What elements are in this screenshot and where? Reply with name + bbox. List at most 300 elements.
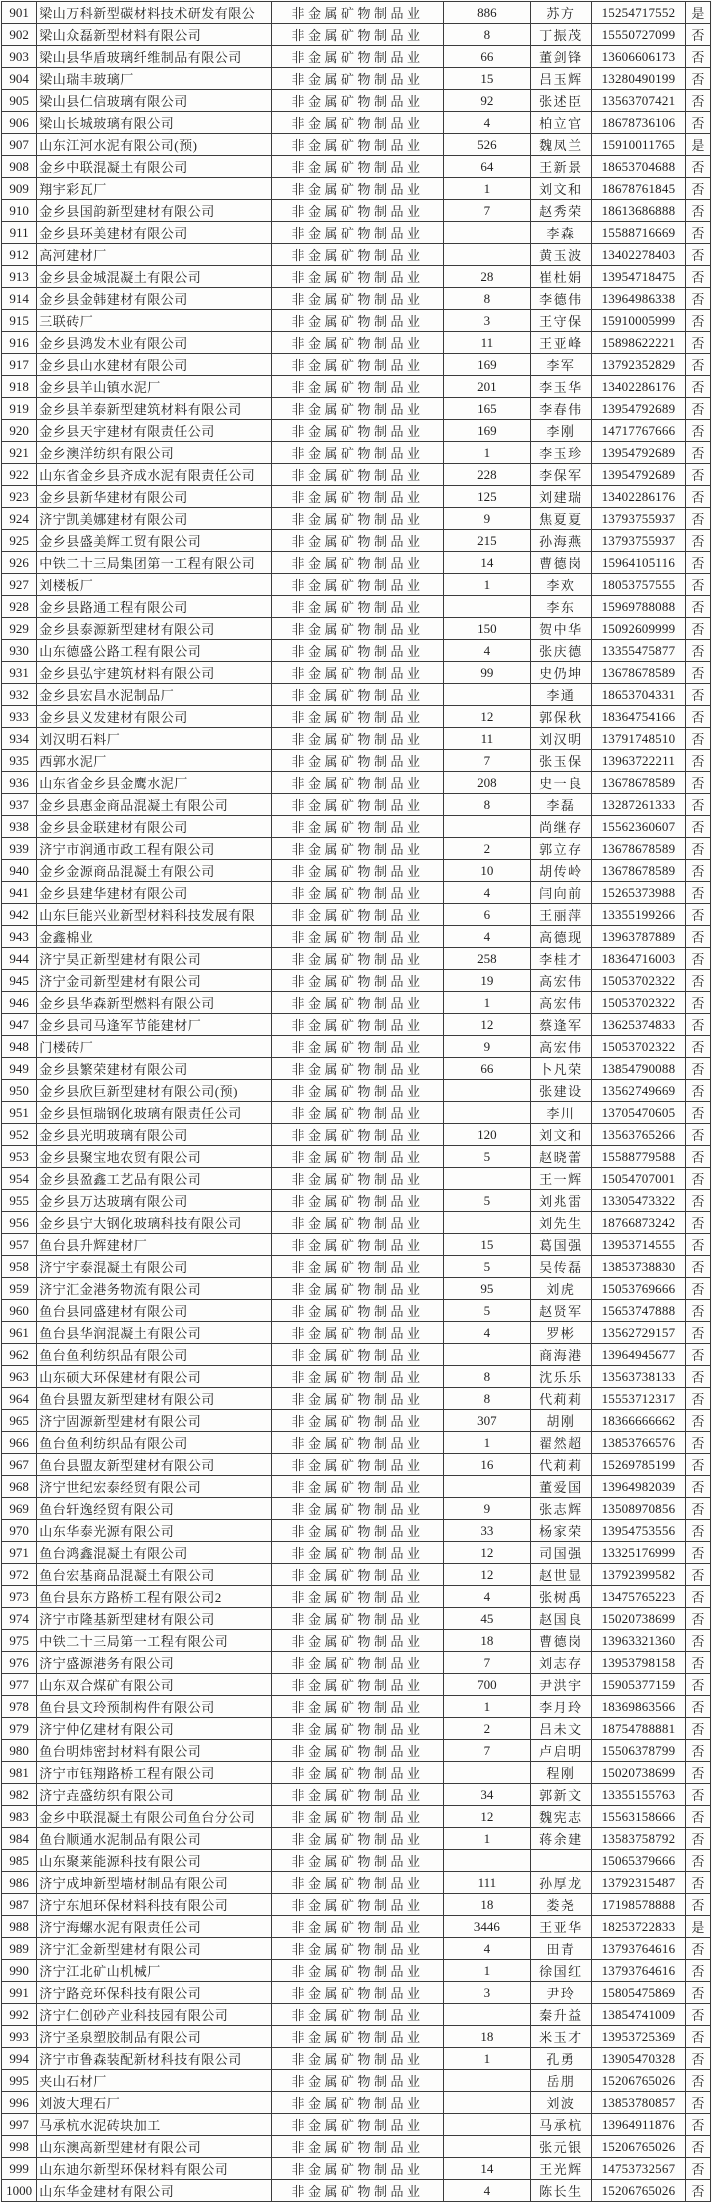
industry-label: 非金属矿物制品业 <box>271 1278 443 1300</box>
table-row <box>2 1014 711 1036</box>
table-row <box>2 860 711 882</box>
contact-name: 魏宪志 <box>530 1806 591 1828</box>
company-name: 梁山众磊新型材料有限公司 <box>37 24 272 46</box>
row-number: 905 <box>2 90 37 112</box>
employee-count: 19 <box>444 970 531 992</box>
flag-cell: 否 <box>685 1740 710 1762</box>
employee-count: 7 <box>444 750 531 772</box>
row-number: 903 <box>2 46 37 68</box>
company-name: 金乡中联混凝土有限公司 <box>37 156 272 178</box>
table-row <box>2 2004 711 2026</box>
table-row <box>2 1410 711 1432</box>
company-name: 高河建材厂 <box>37 244 272 266</box>
contact-name: 刘汉明 <box>530 728 591 750</box>
industry-label: 非金属矿物制品业 <box>271 1718 443 1740</box>
industry-label: 非金属矿物制品业 <box>271 244 443 266</box>
employee-count: 18 <box>444 1630 531 1652</box>
employee-count: 18 <box>444 2026 531 2048</box>
employee-count: 165 <box>444 398 531 420</box>
contact-name: 刘建瑞 <box>530 486 591 508</box>
company-name: 鱼台轩逸经贸有限公司 <box>37 1498 272 1520</box>
employee-count: 4 <box>444 640 531 662</box>
flag-cell: 否 <box>685 1432 710 1454</box>
contact-name: 程刚 <box>530 1762 591 1784</box>
flag-cell: 否 <box>685 46 710 68</box>
flag-cell: 否 <box>685 1498 710 1520</box>
contact-name: 张庆德 <box>530 640 591 662</box>
employee-count: 3 <box>444 310 531 332</box>
employee-count: 33 <box>444 1520 531 1542</box>
industry-label: 非金属矿物制品业 <box>271 1520 443 1542</box>
employee-count: 169 <box>444 354 531 376</box>
company-name: 金乡县山水建材有限公司 <box>37 354 272 376</box>
row-number: 921 <box>2 442 37 464</box>
employee-count: 9 <box>444 1036 531 1058</box>
phone-number: 15020738699 <box>592 1762 686 1784</box>
flag-cell: 否 <box>685 2136 710 2158</box>
row-number: 920 <box>2 420 37 442</box>
company-name: 济宁市钰翔路桥工程有限公司 <box>37 1762 272 1784</box>
table-row <box>2 2092 711 2114</box>
flag-cell: 否 <box>685 332 710 354</box>
employee-count: 1 <box>444 178 531 200</box>
contact-name: 孙海燕 <box>530 530 591 552</box>
table-row <box>2 1344 711 1366</box>
phone-number: 15206765026 <box>592 2180 686 2202</box>
table-row <box>2 992 711 1014</box>
flag-cell: 否 <box>685 684 710 706</box>
row-number: 958 <box>2 1256 37 1278</box>
company-name: 三联砖厂 <box>37 310 272 332</box>
phone-number: 13954792689 <box>592 442 686 464</box>
flag-cell: 否 <box>685 1256 710 1278</box>
company-name: 济宁圣泉塑胶制品有限公司 <box>37 2026 272 2048</box>
row-number: 977 <box>2 1674 37 1696</box>
table-row <box>2 1080 711 1102</box>
industry-label: 非金属矿物制品业 <box>271 904 443 926</box>
industry-label: 非金属矿物制品业 <box>271 1872 443 1894</box>
flag-cell: 否 <box>685 728 710 750</box>
industry-label: 非金属矿物制品业 <box>271 794 443 816</box>
table-row <box>2 2 711 24</box>
contact-name: 赵秀荣 <box>530 200 591 222</box>
flag-cell: 否 <box>685 970 710 992</box>
industry-label: 非金属矿物制品业 <box>271 2180 443 2202</box>
flag-cell: 否 <box>685 1234 710 1256</box>
phone-number: 13625374833 <box>592 1014 686 1036</box>
contact-name: 崔杜娟 <box>530 266 591 288</box>
row-number: 928 <box>2 596 37 618</box>
row-number: 915 <box>2 310 37 332</box>
flag-cell: 是 <box>685 1916 710 1938</box>
row-number: 971 <box>2 1542 37 1564</box>
flag-cell: 否 <box>685 992 710 1014</box>
flag-cell: 否 <box>685 2114 710 2136</box>
row-number: 984 <box>2 1828 37 1850</box>
company-name: 刘楼板厂 <box>37 574 272 596</box>
table-row <box>2 508 711 530</box>
contact-name: 李川 <box>530 1102 591 1124</box>
industry-label: 非金属矿物制品业 <box>271 1652 443 1674</box>
flag-cell: 否 <box>685 1982 710 2004</box>
phone-number: 18364754166 <box>592 706 686 728</box>
row-number: 948 <box>2 1036 37 1058</box>
phone-number: 15910011765 <box>592 134 686 156</box>
table-row <box>2 442 711 464</box>
employee-count: 1 <box>444 1432 531 1454</box>
industry-label: 非金属矿物制品业 <box>271 1828 443 1850</box>
table-row <box>2 310 711 332</box>
phone-number: 13792352829 <box>592 354 686 376</box>
phone-number: 13402286176 <box>592 486 686 508</box>
table-row <box>2 684 711 706</box>
phone-number: 13853738830 <box>592 1256 686 1278</box>
contact-name: 郭立存 <box>530 838 591 860</box>
phone-number: 13793755937 <box>592 508 686 530</box>
industry-label: 非金属矿物制品业 <box>271 332 443 354</box>
company-name: 金鑫棉业 <box>37 926 272 948</box>
phone-number: 13954753556 <box>592 1520 686 1542</box>
contact-name: 董剑锋 <box>530 46 591 68</box>
row-number: 936 <box>2 772 37 794</box>
row-number: 975 <box>2 1630 37 1652</box>
row-number: 911 <box>2 222 37 244</box>
company-name: 鱼台宏基商品混凝土有限公司 <box>37 1564 272 1586</box>
table-row <box>2 1938 711 1960</box>
phone-number: 18253722833 <box>592 1916 686 1938</box>
flag-cell: 否 <box>685 1652 710 1674</box>
flag-cell: 否 <box>685 2048 710 2070</box>
row-number: 959 <box>2 1278 37 1300</box>
contact-name: 王一辉 <box>530 1168 591 1190</box>
company-name: 济宁凯美娜建材有限公司 <box>37 508 272 530</box>
employee-count: 1 <box>444 442 531 464</box>
row-number: 939 <box>2 838 37 860</box>
contact-name: 秦升益 <box>530 2004 591 2026</box>
company-name: 西郭水泥厂 <box>37 750 272 772</box>
industry-label: 非金属矿物制品业 <box>271 1366 443 1388</box>
flag-cell: 否 <box>685 1630 710 1652</box>
row-number: 922 <box>2 464 37 486</box>
flag-cell: 是 <box>685 2 710 24</box>
phone-number: 15910005999 <box>592 310 686 332</box>
contact-name: 魏凤兰 <box>530 134 591 156</box>
company-name: 金乡县泰源新型建材有限公司 <box>37 618 272 640</box>
company-name: 金乡澳洋纺织有限公司 <box>37 442 272 464</box>
flag-cell: 否 <box>685 1146 710 1168</box>
row-number: 946 <box>2 992 37 1014</box>
industry-label: 非金属矿物制品业 <box>271 1476 443 1498</box>
employee-count <box>444 596 531 618</box>
row-number: 997 <box>2 2114 37 2136</box>
row-number: 968 <box>2 1476 37 1498</box>
industry-label: 非金属矿物制品业 <box>271 420 443 442</box>
table-row <box>2 24 711 46</box>
contact-name: 赵晓蕾 <box>530 1146 591 1168</box>
industry-label: 非金属矿物制品业 <box>271 1674 443 1696</box>
row-number: 980 <box>2 1740 37 1762</box>
row-number: 925 <box>2 530 37 552</box>
row-number: 902 <box>2 24 37 46</box>
industry-label: 非金属矿物制品业 <box>271 1894 443 1916</box>
row-number: 910 <box>2 200 37 222</box>
contact-name: 商海港 <box>530 1344 591 1366</box>
table-row <box>2 838 711 860</box>
phone-number: 13705470605 <box>592 1102 686 1124</box>
table-row <box>2 750 711 772</box>
employee-count: 8 <box>444 1366 531 1388</box>
industry-label: 非金属矿物制品业 <box>271 398 443 420</box>
phone-number: 13964986338 <box>592 288 686 310</box>
table-row <box>2 1212 711 1234</box>
table-row <box>2 1520 711 1542</box>
industry-label: 非金属矿物制品业 <box>271 2 443 24</box>
employee-count: 16 <box>444 1454 531 1476</box>
phone-number: 13678678589 <box>592 772 686 794</box>
contact-name: 李欢 <box>530 574 591 596</box>
table-row <box>2 2180 711 2202</box>
contact-name: 李春伟 <box>530 398 591 420</box>
flag-cell: 否 <box>685 816 710 838</box>
company-name: 金乡县欣巨新型建材有限公司(预) <box>37 1080 272 1102</box>
contact-name: 柏立官 <box>530 112 591 134</box>
phone-number: 13355475877 <box>592 640 686 662</box>
row-number: 994 <box>2 2048 37 2070</box>
row-number: 913 <box>2 266 37 288</box>
flag-cell: 否 <box>685 398 710 420</box>
contact-name: 李月玲 <box>530 1696 591 1718</box>
table-row <box>2 354 711 376</box>
table-row <box>2 1762 711 1784</box>
row-number: 942 <box>2 904 37 926</box>
flag-cell: 否 <box>685 200 710 222</box>
flag-cell: 否 <box>685 706 710 728</box>
company-name: 山东双合煤矿有限公司 <box>37 1674 272 1696</box>
table-row <box>2 1696 711 1718</box>
row-number: 966 <box>2 1432 37 1454</box>
flag-cell: 否 <box>685 1542 710 1564</box>
row-number: 918 <box>2 376 37 398</box>
phone-number: 14717767666 <box>592 420 686 442</box>
phone-number: 13562729157 <box>592 1322 686 1344</box>
table-row <box>2 1454 711 1476</box>
table-row <box>2 596 711 618</box>
contact-name: 张元银 <box>530 2136 591 2158</box>
company-name: 金乡县新华建材有限公司 <box>37 486 272 508</box>
table-row <box>2 1740 711 1762</box>
industry-label: 非金属矿物制品业 <box>271 728 443 750</box>
employee-count: 169 <box>444 420 531 442</box>
table-row <box>2 1960 711 1982</box>
contact-name: 张志辉 <box>530 1498 591 1520</box>
flag-cell: 否 <box>685 1696 710 1718</box>
contact-name: 曹德岗 <box>530 552 591 574</box>
contact-name: 徐国红 <box>530 1960 591 1982</box>
company-name: 金乡县盈鑫工艺品有限公司 <box>37 1168 272 1190</box>
flag-cell: 否 <box>685 486 710 508</box>
industry-label: 非金属矿物制品业 <box>271 376 443 398</box>
table-row <box>2 1850 711 1872</box>
phone-number: 13562749669 <box>592 1080 686 1102</box>
contact-name: 卜凡荣 <box>530 1058 591 1080</box>
contact-name: 尚继存 <box>530 816 591 838</box>
phone-number: 13963321360 <box>592 1630 686 1652</box>
company-name: 翔宇彩瓦厂 <box>37 178 272 200</box>
flag-cell: 否 <box>685 1718 710 1740</box>
employee-count: 7 <box>444 200 531 222</box>
industry-label: 非金属矿物制品业 <box>271 1300 443 1322</box>
phone-number: 13963787889 <box>592 926 686 948</box>
company-name: 金乡县义发建材有限公司 <box>37 706 272 728</box>
table-row <box>2 1674 711 1696</box>
industry-label: 非金属矿物制品业 <box>271 1740 443 1762</box>
table-row <box>2 90 711 112</box>
company-name: 金乡县光明玻璃有限公司 <box>37 1124 272 1146</box>
phone-number: 15588779588 <box>592 1146 686 1168</box>
company-name: 门楼砖厂 <box>37 1036 272 1058</box>
company-name: 金乡县天宇建材有限责任公司 <box>37 420 272 442</box>
table-row <box>2 1102 711 1124</box>
row-number: 991 <box>2 1982 37 2004</box>
phone-number: 13854741009 <box>592 2004 686 2026</box>
phone-number: 18613686888 <box>592 200 686 222</box>
flag-cell: 否 <box>685 24 710 46</box>
table-row <box>2 662 711 684</box>
flag-cell: 否 <box>685 90 710 112</box>
row-number: 962 <box>2 1344 37 1366</box>
employee-count <box>444 244 531 266</box>
phone-number: 13963722211 <box>592 750 686 772</box>
row-number: 941 <box>2 882 37 904</box>
table-row <box>2 904 711 926</box>
employee-count <box>444 2004 531 2026</box>
contact-name: 闫向前 <box>530 882 591 904</box>
industry-label: 非金属矿物制品业 <box>271 750 443 772</box>
phone-number: 13854790088 <box>592 1058 686 1080</box>
company-name: 金乡县司马逢军节能建材厂 <box>37 1014 272 1036</box>
phone-number: 15553712317 <box>592 1388 686 1410</box>
flag-cell: 否 <box>685 1520 710 1542</box>
phone-number: 13792399582 <box>592 1564 686 1586</box>
flag-cell: 否 <box>685 750 710 772</box>
row-number: 996 <box>2 2092 37 2114</box>
industry-label: 非金属矿物制品业 <box>271 1960 443 1982</box>
flag-cell: 否 <box>685 1300 710 1322</box>
contact-name: 司国强 <box>530 1542 591 1564</box>
flag-cell: 否 <box>685 1762 710 1784</box>
row-number: 961 <box>2 1322 37 1344</box>
company-name: 济宁路竞环保科技有限公司 <box>37 1982 272 2004</box>
employee-count <box>444 1762 531 1784</box>
contact-name: 赵国良 <box>530 1608 591 1630</box>
employee-count: 2 <box>444 1718 531 1740</box>
company-name: 夹山石材厂 <box>37 2070 272 2092</box>
row-number: 1000 <box>2 2180 37 2202</box>
company-name: 金乡县恒瑞钢化玻璃有限责任公司 <box>37 1102 272 1124</box>
industry-label: 非金属矿物制品业 <box>271 1146 443 1168</box>
employee-count: 45 <box>444 1608 531 1630</box>
phone-number: 14753732567 <box>592 2158 686 2180</box>
phone-number: 13791748510 <box>592 728 686 750</box>
company-name: 金乡县宏昌水泥制品厂 <box>37 684 272 706</box>
phone-number: 13964945677 <box>592 1344 686 1366</box>
employee-count <box>444 1476 531 1498</box>
flag-cell: 否 <box>685 244 710 266</box>
company-name: 梁山县华盾玻璃纤维制品有限公司 <box>37 46 272 68</box>
flag-cell: 否 <box>685 68 710 90</box>
phone-number: 15053702322 <box>592 992 686 1014</box>
phone-number: 15092609999 <box>592 618 686 640</box>
phone-number: 13287261333 <box>592 794 686 816</box>
contact-name: 吴传磊 <box>530 1256 591 1278</box>
flag-cell: 否 <box>685 266 710 288</box>
company-name: 济宁汇金港务物流有限公司 <box>37 1278 272 1300</box>
row-number: 944 <box>2 948 37 970</box>
company-name: 山东德盛公路工程有限公司 <box>37 640 272 662</box>
phone-number: 13305473322 <box>592 1190 686 1212</box>
employee-count: 12 <box>444 1014 531 1036</box>
phone-number: 15805475869 <box>592 1982 686 2004</box>
employee-count <box>444 816 531 838</box>
employee-count: 258 <box>444 948 531 970</box>
contact-name: 李通 <box>530 684 591 706</box>
flag-cell: 否 <box>685 2026 710 2048</box>
industry-label: 非金属矿物制品业 <box>271 464 443 486</box>
row-number: 974 <box>2 1608 37 1630</box>
employee-count: 9 <box>444 508 531 530</box>
table-row <box>2 926 711 948</box>
table-row <box>2 1894 711 1916</box>
employee-count: 120 <box>444 1124 531 1146</box>
table-row <box>2 222 711 244</box>
industry-label: 非金属矿物制品业 <box>271 860 443 882</box>
table-row <box>2 2048 711 2070</box>
company-name: 金乡县鸿发木业有限公司 <box>37 332 272 354</box>
row-number: 993 <box>2 2026 37 2048</box>
contact-name: 郭新文 <box>530 1784 591 1806</box>
contact-name: 高宏伟 <box>530 970 591 992</box>
flag-cell: 否 <box>685 1388 710 1410</box>
contact-name: 尹玲 <box>530 1982 591 2004</box>
flag-cell: 否 <box>685 552 710 574</box>
flag-cell: 否 <box>685 464 710 486</box>
employee-count <box>444 1344 531 1366</box>
company-name: 鱼台县盟友新型建材有限公司 <box>37 1454 272 1476</box>
phone-number: 18366666662 <box>592 1410 686 1432</box>
contact-name: 杨家荣 <box>530 1520 591 1542</box>
industry-label: 非金属矿物制品业 <box>271 1212 443 1234</box>
industry-label: 非金属矿物制品业 <box>271 1014 443 1036</box>
contact-name: 黄玉波 <box>530 244 591 266</box>
industry-label: 非金属矿物制品业 <box>271 2114 443 2136</box>
industry-label: 非金属矿物制品业 <box>271 156 443 178</box>
phone-number: 18766873242 <box>592 1212 686 1234</box>
company-name: 济宁昊正新型建材有限公司 <box>37 948 272 970</box>
flag-cell: 否 <box>685 2180 710 2202</box>
industry-label: 非金属矿物制品业 <box>271 1982 443 2004</box>
contact-name: 田青 <box>530 1938 591 1960</box>
phone-number: 13792315487 <box>592 1872 686 1894</box>
company-name: 金乡县繁荣建材有限公司 <box>37 1058 272 1080</box>
company-name: 金乡县弘宇建筑材料有限公司 <box>37 662 272 684</box>
industry-label: 非金属矿物制品业 <box>271 706 443 728</box>
employee-count <box>444 2092 531 2114</box>
industry-label: 非金属矿物制品业 <box>271 200 443 222</box>
flag-cell: 否 <box>685 904 710 926</box>
company-name: 山东巨能兴业新型材料科技发展有限 <box>37 904 272 926</box>
employee-count <box>444 1080 531 1102</box>
company-name: 山东华金建材有限公司 <box>37 2180 272 2202</box>
